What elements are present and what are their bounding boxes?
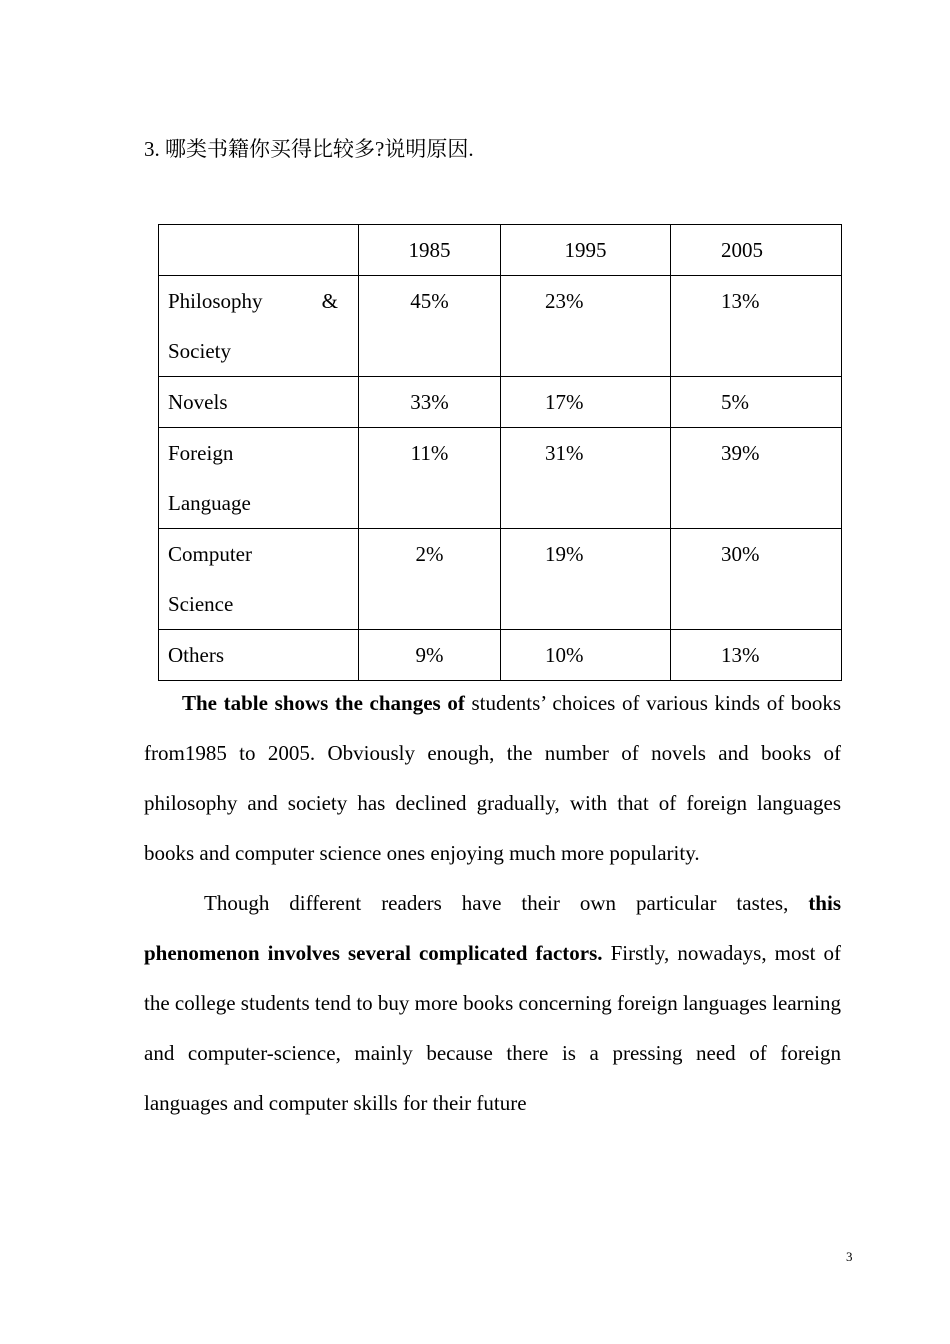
row-label <box>159 276 359 377</box>
table-cell: 33% <box>359 377 501 428</box>
table-cell: 19% <box>501 529 671 630</box>
paragraph-2-start: Though different readers have their own particular tastes, <box>204 891 809 915</box>
row-label: Novels <box>159 377 359 428</box>
row-label <box>159 428 359 529</box>
paragraph-1 <box>144 678 841 878</box>
paragraph-2-text: Firstly, nowadays, most of the college students tend to buy more books concerning foreign languages learning and computer-science, mainly because there is a pressing need of foreign languages and computer skills for their future <box>144 941 841 1115</box>
table-row <box>159 276 842 377</box>
book-choice-table <box>158 224 842 681</box>
table-cell: 39% <box>671 428 842 529</box>
row-label-text: Computer <box>168 542 252 566</box>
row-label: Others <box>159 630 359 681</box>
table-header-row <box>159 225 842 276</box>
table-header-cell: 1985 <box>359 225 501 276</box>
table-cell: 13% <box>671 276 842 377</box>
table-cell: 30% <box>671 529 842 630</box>
table-cell: 5% <box>671 377 842 428</box>
paragraph-2-bold: this phenomenon involves several complicated factors. <box>144 891 841 965</box>
table-cell: 10% <box>501 630 671 681</box>
row-label-text: Language <box>168 491 251 515</box>
table-cell: 9% <box>359 630 501 681</box>
paragraph-2 <box>144 878 841 1128</box>
table-cell: 31% <box>501 428 671 529</box>
row-label-text: & <box>321 289 338 313</box>
table-cell: 17% <box>501 377 671 428</box>
table-cell: 2% <box>359 529 501 630</box>
table-row <box>159 630 842 681</box>
question-heading: 3. 哪类书籍你买得比较多?说明原因. <box>144 137 474 161</box>
table-row <box>159 377 842 428</box>
table-header-cell: 2005 <box>671 225 842 276</box>
table-cell: 13% <box>671 630 842 681</box>
paragraph-1-bold: The table shows the changes of <box>182 691 465 715</box>
table-header-empty <box>159 225 359 276</box>
table-cell: 23% <box>501 276 671 377</box>
essay-body <box>144 678 841 1128</box>
row-label-text: Science <box>168 592 234 616</box>
table-row <box>159 428 842 529</box>
table-cell: 11% <box>359 428 501 529</box>
row-label <box>159 529 359 630</box>
row-label-text: Philosophy <box>168 289 263 313</box>
table-header-cell: 1995 <box>501 225 671 276</box>
row-label-text: Society <box>168 339 231 363</box>
table-cell: 45% <box>359 276 501 377</box>
row-label-text: Foreign <box>168 441 234 465</box>
page-number: 3 <box>846 1249 853 1264</box>
table-row <box>159 529 842 630</box>
paragraph-1-text: students’ choices of various kinds of books from1985 to 2005. Obviously enough, the number of novels and books of philosophy and society has declined gradually, with that of foreign languages books and computer science ones enjoying much more popularity. <box>144 691 841 865</box>
